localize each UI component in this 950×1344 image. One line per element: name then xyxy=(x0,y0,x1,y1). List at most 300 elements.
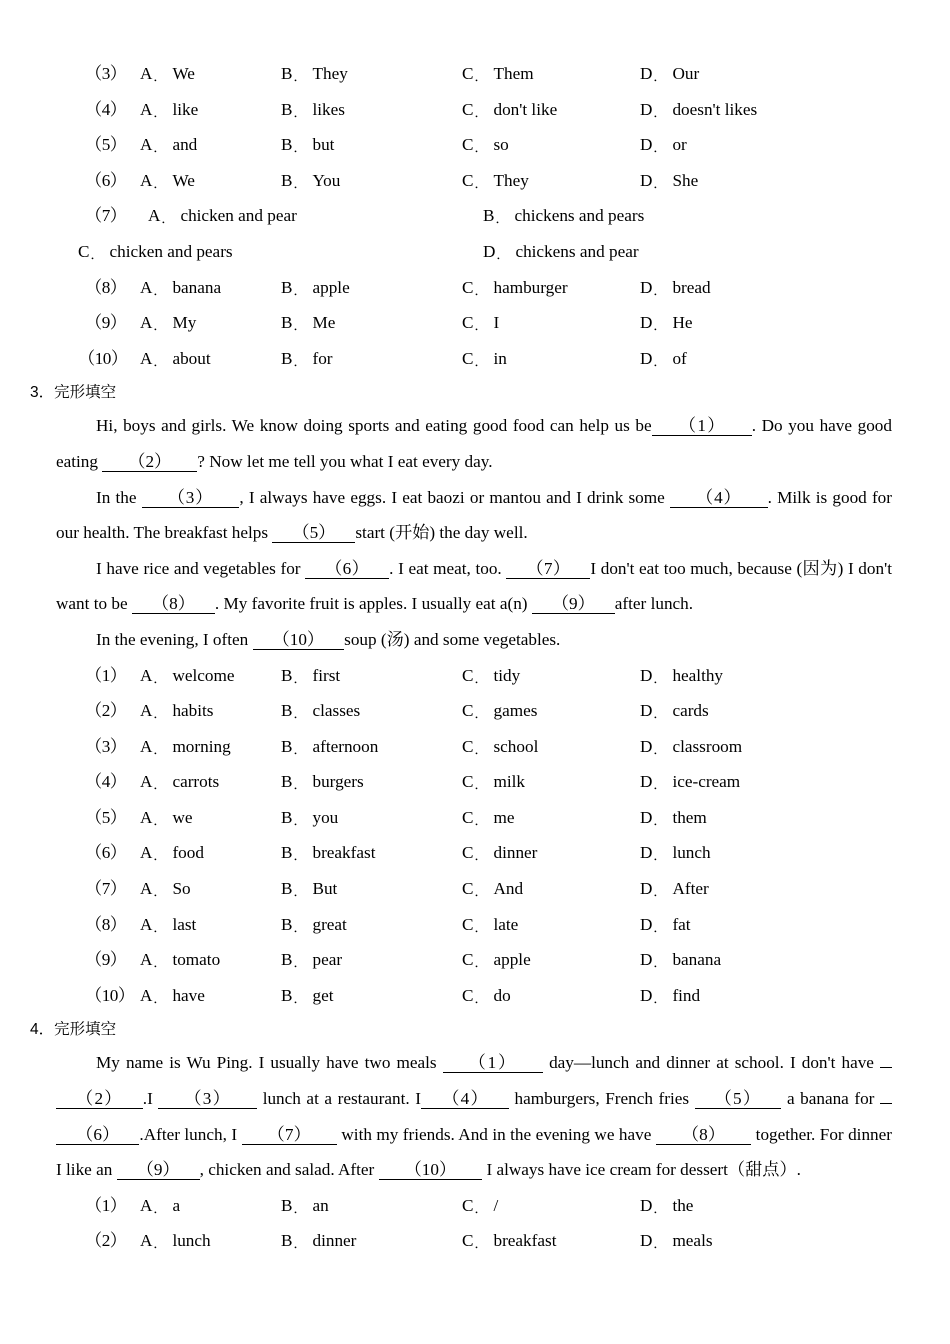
option-letter: D xyxy=(640,985,653,1005)
passage-text: with my friends. And in the evening we have xyxy=(341,1124,652,1144)
option-letter: D xyxy=(640,1195,653,1215)
blank-7[interactable]: （7） xyxy=(242,1125,337,1145)
option-a[interactable] xyxy=(140,942,220,979)
option-letter: C xyxy=(462,170,474,190)
option-b[interactable] xyxy=(281,127,334,164)
option-text: She xyxy=(672,170,699,190)
option-number: （7） xyxy=(85,879,127,899)
option-b[interactable] xyxy=(281,693,360,730)
option-row xyxy=(0,871,950,907)
option-c[interactable] xyxy=(462,800,514,837)
option-b[interactable] xyxy=(281,978,333,1015)
option-d[interactable] xyxy=(640,800,707,837)
option-text: bread xyxy=(672,277,711,297)
option-text: first xyxy=(312,665,341,685)
option-text: dinner xyxy=(493,843,538,863)
option-text: apple xyxy=(493,950,531,970)
option-text: late xyxy=(493,914,519,934)
option-number: （3） xyxy=(85,64,127,83)
option-letter: B xyxy=(281,135,293,155)
option-c[interactable] xyxy=(462,127,509,164)
blank-10[interactable]: （10） xyxy=(253,630,345,650)
blank-2[interactable]: （2） xyxy=(102,452,197,472)
option-b[interactable] xyxy=(281,305,335,342)
blank-1[interactable]: （1） xyxy=(443,1053,543,1073)
option-letter: C xyxy=(462,772,474,792)
option-letter: C xyxy=(462,135,474,155)
option-b[interactable] xyxy=(281,835,375,872)
passage-paragraph xyxy=(56,622,892,658)
option-a[interactable] xyxy=(140,871,191,908)
option-c[interactable] xyxy=(462,56,534,93)
option-letter: B xyxy=(281,950,293,970)
option-b[interactable] xyxy=(281,56,348,93)
option-a[interactable] xyxy=(140,270,221,307)
option-text: breakfast xyxy=(493,1231,557,1251)
option-text: We xyxy=(172,170,195,190)
option-letter: C xyxy=(462,1195,474,1215)
option-letter: D xyxy=(640,914,653,934)
option-separator: ． xyxy=(496,246,510,262)
passage-text: , I always have eggs. I eat baozi or mantou and I drink some xyxy=(239,487,665,507)
option-c[interactable] xyxy=(462,1188,498,1225)
option-a[interactable] xyxy=(140,693,214,730)
option-number: （9） xyxy=(85,313,127,333)
option-d[interactable] xyxy=(640,729,742,766)
option-a[interactable] xyxy=(140,163,195,200)
option-a[interactable] xyxy=(140,1223,211,1260)
option-text: likes xyxy=(312,99,345,119)
passage-text: I have rice and vegetables for xyxy=(96,558,301,578)
option-letter: C xyxy=(462,701,474,721)
option-letter: D xyxy=(483,241,496,261)
passage-text: hamburgers, French fries xyxy=(514,1089,690,1109)
option-text: hamburger xyxy=(493,277,568,297)
option-text: chicken and pear xyxy=(180,206,297,226)
option-text: fat xyxy=(672,914,691,934)
option-separator: ． xyxy=(653,706,667,722)
option-letter: A xyxy=(140,170,153,190)
option-separator: ． xyxy=(653,282,667,298)
passage-text: after lunch. xyxy=(614,594,694,614)
option-d[interactable] xyxy=(640,92,757,129)
option-d[interactable] xyxy=(640,1188,693,1225)
option-letter: C xyxy=(462,99,474,119)
option-d[interactable] xyxy=(640,163,698,200)
option-c[interactable] xyxy=(462,907,518,944)
option-b[interactable] xyxy=(281,92,345,129)
option-c[interactable] xyxy=(462,305,499,342)
option-separator: ． xyxy=(653,955,667,971)
option-b[interactable] xyxy=(281,341,333,378)
option-text: dinner xyxy=(312,1231,357,1251)
option-c[interactable] xyxy=(462,92,557,129)
blank-7[interactable]: （7） xyxy=(506,559,590,579)
option-separator: ． xyxy=(293,812,307,828)
option-b[interactable] xyxy=(281,942,342,979)
option-letter: A xyxy=(140,99,153,119)
option-row xyxy=(0,270,950,306)
option-d[interactable] xyxy=(640,835,711,872)
option-d[interactable] xyxy=(483,234,639,271)
option-text: afternoon xyxy=(312,736,379,756)
blank-9[interactable]: （9） xyxy=(117,1160,200,1180)
option-letter: A xyxy=(140,64,153,83)
option-letter: C xyxy=(462,313,474,333)
option-b[interactable] xyxy=(483,198,644,235)
option-separator: ． xyxy=(495,211,509,227)
blank-4[interactable]: （4） xyxy=(421,1089,509,1109)
option-row xyxy=(0,835,950,871)
option-text: we xyxy=(172,807,193,827)
option-letter: D xyxy=(640,736,653,756)
option-text: They xyxy=(493,170,529,190)
blank-5[interactable]: （5） xyxy=(695,1089,782,1109)
blank-6-leader xyxy=(880,1103,892,1104)
option-a[interactable] xyxy=(148,198,297,235)
option-separator: ． xyxy=(293,353,307,369)
option-text: a xyxy=(172,1195,181,1215)
option-text: last xyxy=(172,914,197,934)
option-c[interactable] xyxy=(462,163,529,200)
option-text: the xyxy=(672,1195,694,1215)
blank-8[interactable]: （8） xyxy=(656,1125,751,1145)
option-b[interactable] xyxy=(281,800,338,837)
option-d[interactable] xyxy=(640,270,711,307)
option-letter: D xyxy=(640,313,653,333)
option-c[interactable] xyxy=(462,693,537,730)
option-text: breakfast xyxy=(312,843,376,863)
option-d[interactable] xyxy=(640,978,700,1015)
option-text: And xyxy=(493,879,524,899)
option-text: I xyxy=(493,313,500,333)
option-separator: ． xyxy=(153,955,167,971)
section-heading-4 xyxy=(0,1013,950,1045)
option-c[interactable] xyxy=(462,1223,556,1260)
option-letter: D xyxy=(640,843,653,863)
option-separator: ． xyxy=(653,140,667,156)
option-text: welcome xyxy=(172,665,235,685)
blank-1[interactable]: （1） xyxy=(652,416,752,436)
options-block-section3 xyxy=(0,658,950,1014)
option-separator: ． xyxy=(653,1236,667,1252)
option-letter: C xyxy=(462,665,474,685)
passage-text: . I eat meat, too. xyxy=(389,558,502,578)
option-text: of xyxy=(672,348,687,368)
option-separator: ． xyxy=(293,706,307,722)
option-separator: ． xyxy=(153,318,167,334)
passage-3 xyxy=(0,408,950,657)
option-number: （6） xyxy=(85,170,127,190)
option-separator: ． xyxy=(153,848,167,864)
option-separator: ． xyxy=(153,1236,167,1252)
option-number: （10） xyxy=(85,985,135,1005)
option-separator: ． xyxy=(153,884,167,900)
option-letter: C xyxy=(462,348,474,368)
option-letter: B xyxy=(281,807,293,827)
option-a[interactable] xyxy=(140,978,205,1015)
option-text: me xyxy=(493,807,515,827)
option-b[interactable] xyxy=(281,907,347,944)
option-number: （2） xyxy=(85,1231,127,1251)
option-separator: ． xyxy=(90,246,104,262)
option-c[interactable] xyxy=(462,341,507,378)
option-text: you xyxy=(312,807,339,827)
option-letter: B xyxy=(281,665,293,685)
passage-text: . Do you have good eating xyxy=(56,416,892,471)
option-a[interactable] xyxy=(140,764,219,801)
option-c[interactable] xyxy=(462,835,537,872)
blank-2-leader xyxy=(880,1067,892,1068)
option-letter: A xyxy=(140,135,153,155)
option-c[interactable] xyxy=(462,270,568,307)
option-letter: A xyxy=(140,879,153,899)
blank-3[interactable]: （3） xyxy=(158,1089,257,1109)
blank-8[interactable]: （8） xyxy=(132,594,215,614)
option-letter: C xyxy=(462,277,474,297)
option-separator: ． xyxy=(474,955,488,971)
option-separator: ． xyxy=(653,318,667,334)
blank-2[interactable]: （2） xyxy=(56,1089,143,1109)
option-text: games xyxy=(493,701,538,721)
passage-text: Hi, boys and girls. We know doing sports and eating good food can help us be xyxy=(96,416,652,436)
option-text: We xyxy=(172,64,195,83)
option-number: （4） xyxy=(85,99,127,119)
option-text: find xyxy=(672,985,701,1005)
option-number: （2） xyxy=(85,701,127,721)
option-separator: ． xyxy=(474,1236,488,1252)
option-separator: ． xyxy=(293,848,307,864)
option-row xyxy=(0,198,950,234)
option-text: healthy xyxy=(672,665,724,685)
blank-9[interactable]: （9） xyxy=(532,594,615,614)
option-separator: ． xyxy=(474,1200,488,1216)
passage-text: together. For dinner I like an xyxy=(56,1124,892,1180)
option-separator: ． xyxy=(653,884,667,900)
option-separator: ． xyxy=(153,670,167,686)
blank-3[interactable]: （3） xyxy=(142,488,240,508)
passage-paragraph xyxy=(56,480,892,551)
option-b[interactable] xyxy=(281,1223,356,1260)
option-a[interactable] xyxy=(140,92,198,129)
option-letter: C xyxy=(462,985,474,1005)
option-separator: ． xyxy=(653,919,667,935)
option-separator: ． xyxy=(293,1236,307,1252)
options-block-top xyxy=(0,56,950,376)
option-letter: C xyxy=(78,241,90,261)
option-letter: C xyxy=(462,64,474,83)
option-separator: ． xyxy=(293,884,307,900)
option-row xyxy=(0,305,950,341)
option-letter: D xyxy=(640,170,653,190)
option-letter: C xyxy=(462,736,474,756)
option-c[interactable] xyxy=(78,234,233,271)
option-b[interactable] xyxy=(281,270,350,307)
option-text: Our xyxy=(672,64,700,83)
option-number: （10） xyxy=(78,348,128,368)
option-text: have xyxy=(172,985,205,1005)
option-a[interactable] xyxy=(140,800,192,837)
option-letter: B xyxy=(281,99,293,119)
blank-4[interactable]: （4） xyxy=(670,488,768,508)
option-d[interactable] xyxy=(640,658,723,695)
passage-text: a banana for xyxy=(786,1089,875,1109)
option-separator: ． xyxy=(653,104,667,120)
option-d[interactable] xyxy=(640,341,687,378)
option-row xyxy=(0,729,950,765)
option-text: chickens and pear xyxy=(515,241,639,261)
option-separator: ． xyxy=(293,140,307,156)
option-letter: C xyxy=(462,879,474,899)
passage-paragraph xyxy=(56,551,892,622)
option-separator: ． xyxy=(474,848,488,864)
option-text: them xyxy=(672,807,707,827)
option-text: He xyxy=(672,313,693,333)
option-a[interactable] xyxy=(140,835,204,872)
option-separator: ． xyxy=(474,990,488,1006)
option-c[interactable] xyxy=(462,729,538,766)
option-letter: A xyxy=(140,807,153,827)
option-separator: ． xyxy=(293,955,307,971)
option-text: don't like xyxy=(493,99,558,119)
option-separator: ． xyxy=(653,741,667,757)
option-c[interactable] xyxy=(462,871,523,908)
option-separator: ． xyxy=(293,990,307,1006)
passage-text: lunch at a restaurant. I xyxy=(262,1089,421,1109)
option-text: banana xyxy=(672,950,722,970)
option-row xyxy=(0,693,950,729)
option-separator: ． xyxy=(474,69,488,84)
option-a[interactable] xyxy=(140,341,211,378)
option-separator: ． xyxy=(153,175,167,191)
option-letter: D xyxy=(640,99,653,119)
option-separator: ． xyxy=(153,140,167,156)
option-text: banana xyxy=(172,277,222,297)
option-letter: A xyxy=(140,277,153,297)
option-b[interactable] xyxy=(281,729,378,766)
option-separator: ． xyxy=(474,706,488,722)
option-b[interactable] xyxy=(281,163,340,200)
option-d[interactable] xyxy=(640,764,740,801)
option-d[interactable] xyxy=(640,1223,713,1260)
section-heading-3 xyxy=(0,376,950,408)
option-text: classes xyxy=(312,701,361,721)
option-row xyxy=(0,163,950,199)
section-title: 完形填空 xyxy=(54,383,117,402)
option-text: After xyxy=(672,879,709,899)
option-b[interactable] xyxy=(281,764,364,801)
option-d[interactable] xyxy=(640,942,721,979)
blank-5[interactable]: （5） xyxy=(272,523,355,543)
option-text: / xyxy=(493,1195,499,1215)
option-separator: ． xyxy=(161,211,175,227)
option-separator: ． xyxy=(653,990,667,1006)
option-text: Them xyxy=(493,64,534,83)
option-text: an xyxy=(312,1195,329,1215)
option-b[interactable] xyxy=(281,658,340,695)
option-letter: B xyxy=(281,914,293,934)
blank-10[interactable]: （10） xyxy=(379,1160,483,1180)
option-d[interactable] xyxy=(640,305,692,342)
option-letter: D xyxy=(640,772,653,792)
option-text: burgers xyxy=(312,772,364,792)
option-text: tomato xyxy=(172,950,221,970)
option-row xyxy=(0,127,950,163)
option-number: （8） xyxy=(85,914,127,934)
option-text: pear xyxy=(312,950,343,970)
passage-text: My name is Wu Ping. I usually have two meals xyxy=(96,1053,437,1073)
option-c[interactable] xyxy=(462,978,511,1015)
passage-paragraph xyxy=(56,408,892,479)
option-separator: ． xyxy=(293,318,307,334)
option-separator: ． xyxy=(293,282,307,298)
option-d[interactable] xyxy=(640,871,709,908)
option-separator: ． xyxy=(474,670,488,686)
blank-6[interactable]: （6） xyxy=(56,1125,139,1145)
option-letter: A xyxy=(140,1195,153,1215)
option-letter: D xyxy=(640,135,653,155)
option-b[interactable] xyxy=(281,871,337,908)
option-a[interactable] xyxy=(140,305,196,342)
passage-text: start (开始) the day well. xyxy=(355,523,528,543)
option-b[interactable] xyxy=(281,1188,329,1225)
option-c[interactable] xyxy=(462,658,520,695)
option-letter: C xyxy=(462,914,474,934)
blank-6[interactable]: （6） xyxy=(305,559,389,579)
passage-text: .I xyxy=(142,1089,153,1109)
option-d[interactable] xyxy=(640,907,691,944)
option-separator: ． xyxy=(653,848,667,864)
option-a[interactable] xyxy=(140,907,196,944)
option-letter: C xyxy=(462,843,474,863)
option-a[interactable] xyxy=(140,56,195,93)
passage-text: day—lunch and dinner at school. I don't have xyxy=(549,1053,874,1073)
option-separator: ． xyxy=(474,812,488,828)
option-letter: A xyxy=(140,665,153,685)
option-c[interactable] xyxy=(462,764,525,801)
option-d[interactable] xyxy=(640,693,709,730)
option-text: They xyxy=(312,64,348,83)
option-text: lunch xyxy=(672,843,711,863)
option-d[interactable] xyxy=(640,56,699,93)
option-text: great xyxy=(312,914,347,934)
option-separator: ． xyxy=(653,69,667,84)
option-separator: ． xyxy=(474,318,488,334)
option-d[interactable] xyxy=(640,127,687,164)
option-separator: ． xyxy=(153,104,167,120)
option-text: You xyxy=(312,170,341,190)
option-text: carrots xyxy=(172,772,220,792)
option-a[interactable] xyxy=(140,127,197,164)
option-c[interactable] xyxy=(462,942,531,979)
option-a[interactable] xyxy=(140,658,234,695)
option-text: get xyxy=(312,985,334,1005)
option-separator: ． xyxy=(653,777,667,793)
option-separator: ． xyxy=(653,670,667,686)
option-a[interactable] xyxy=(140,729,231,766)
option-separator: ． xyxy=(653,353,667,369)
option-letter: B xyxy=(281,985,293,1005)
option-separator: ． xyxy=(474,175,488,191)
option-letter: A xyxy=(140,313,153,333)
option-letter: D xyxy=(640,879,653,899)
option-separator: ． xyxy=(474,282,488,298)
option-separator: ． xyxy=(474,919,488,935)
option-letter: B xyxy=(281,701,293,721)
option-a[interactable] xyxy=(140,1188,180,1225)
option-text: tidy xyxy=(493,665,521,685)
option-row xyxy=(0,341,950,377)
